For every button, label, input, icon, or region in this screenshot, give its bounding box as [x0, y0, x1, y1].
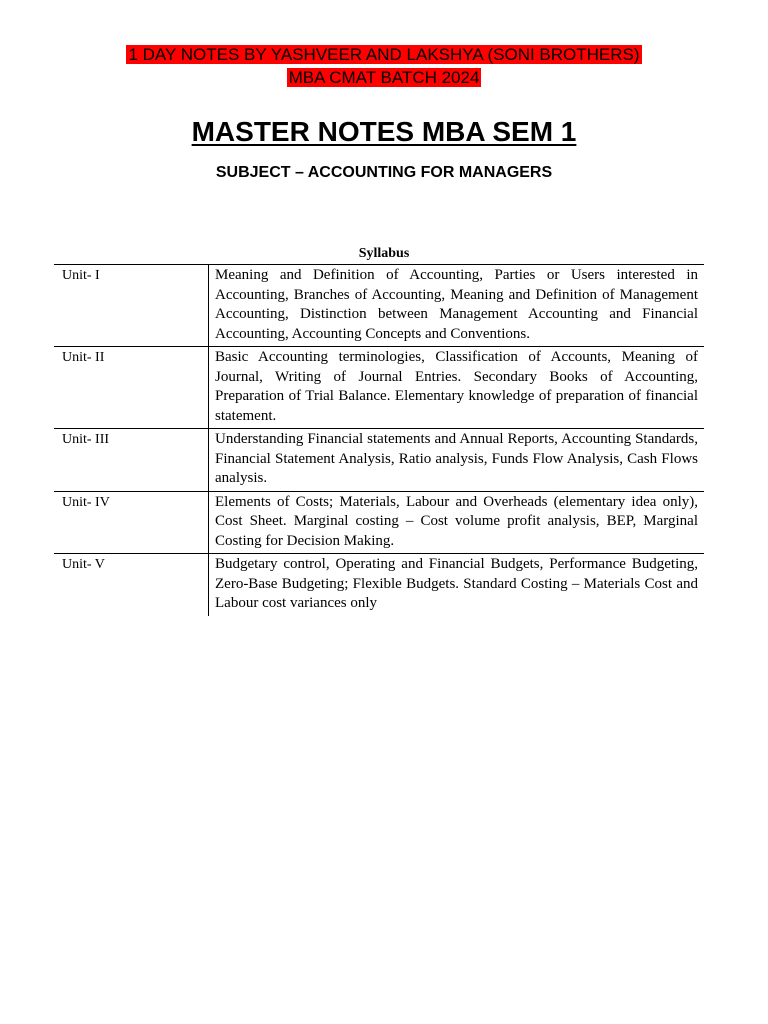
- banner-batch-text: MBA CMAT BATCH 2024: [288, 68, 480, 87]
- unit-content: Elements of Costs; Materials, Labour and Overheads (elementary idea only), Cost Sheet. Marginal costing – Cost volume profit analysis, BEP, Marginal Costing for Decision Making.: [209, 491, 705, 554]
- banner-line-1: [0, 44, 768, 66]
- subject-heading: SUBJECT – ACCOUNTING FOR MANAGERS: [215, 164, 553, 181]
- syllabus-row-unit-1: [54, 265, 704, 347]
- unit-content: Budgetary control, Operating and Financial Budgets, Performance Budgeting, Zero-Base Budgeting; Flexible Budgets. Standard Costing – Materials Cost and Labour cost variances only: [209, 554, 705, 616]
- syllabus-heading: Syllabus: [358, 246, 410, 261]
- syllabus-row-unit-3: [54, 429, 704, 492]
- banner-line-2: [0, 67, 768, 89]
- syllabus-row-unit-5: [54, 554, 704, 616]
- unit-content: Basic Accounting terminologies, Classification of Accounts, Meaning of Journal, Writing of Journal Entries. Secondary Books of Accounting, Preparation of Trial Balance. Elementary knowledge of preparation of financial statement.: [209, 347, 705, 429]
- banner-author-text: 1 DAY NOTES BY YASHVEER AND LAKSHYA (SONI BROTHERS): [128, 45, 640, 64]
- unit-content: Meaning and Definition of Accounting, Parties or Users interested in Accounting, Branches of Accounting, Meaning and Definition of Management Accounting, Distinction between Management Accounting and Financial Accounting, Accounting Concepts and Conventions.: [209, 265, 705, 347]
- syllabus-row-unit-2: [54, 347, 704, 429]
- unit-label: Unit- V: [54, 554, 209, 616]
- unit-content: Understanding Financial statements and Annual Reports, Accounting Standards, Financial Statement Analysis, Ratio analysis, Funds Flow Analysis, Cash Flows analysis.: [209, 429, 705, 492]
- unit-label: Unit- IV: [54, 491, 209, 554]
- syllabus-row-unit-4: [54, 491, 704, 554]
- unit-label: Unit- I: [54, 265, 209, 347]
- syllabus-table: [54, 264, 704, 616]
- page-title: MASTER NOTES MBA SEM 1: [191, 116, 577, 147]
- unit-label: Unit- III: [54, 429, 209, 492]
- unit-label: Unit- II: [54, 347, 209, 429]
